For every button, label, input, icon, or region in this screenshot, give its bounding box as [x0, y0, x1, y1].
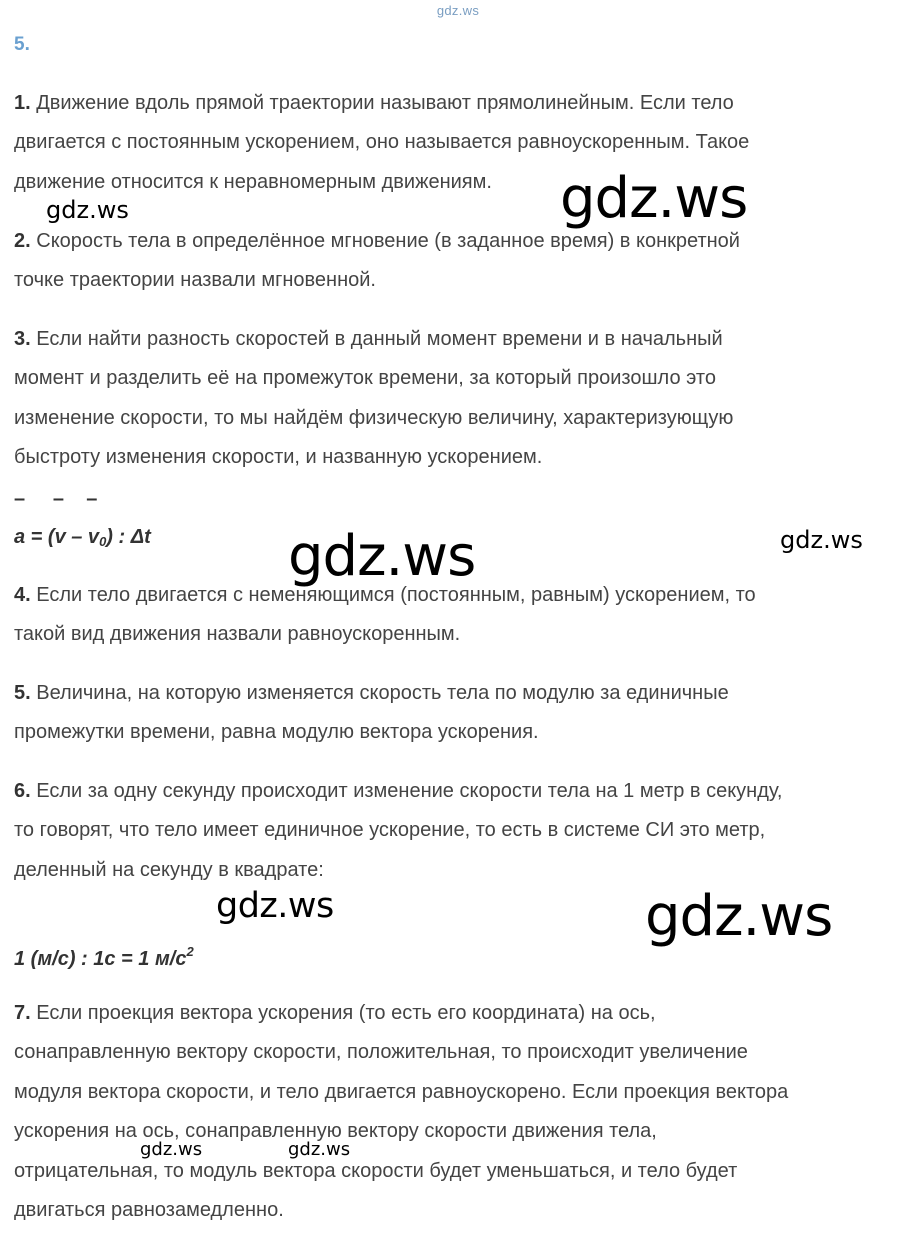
answer-item-6: [14, 772, 906, 890]
item-text: промежутки времени, равна модулю вектора ускорения.: [14, 721, 539, 744]
item-text: момент и разделить её на промежуток времени, за который произошло это: [14, 367, 716, 390]
item-text: движение относится к неравномерным движениям.: [14, 170, 492, 193]
item-text: Если тело двигается с неменяющимся (постоянным, равным) ускорением, то: [30, 584, 756, 606]
item-text: двигаться равнозамедленно.: [14, 1199, 284, 1222]
item-text: деленный на секунду в квадрате:: [14, 858, 324, 881]
top-watermark: gdz.ws: [436, 3, 480, 18]
item-number: 1.: [14, 92, 31, 114]
item-text: Если проекция вектора ускорения (то есть его координата) на ось,: [30, 1002, 656, 1024]
item-text: Если найти разность скоростей в данный момент времени и в начальный: [30, 328, 723, 350]
answer-item-7: [14, 994, 906, 1230]
item-number: 3.: [14, 328, 31, 350]
formula-part: ) : Δt: [106, 526, 151, 548]
item-number: 6.: [14, 780, 31, 802]
answer-item-3: [14, 320, 906, 478]
answer-item-5: [14, 674, 906, 753]
task-number: 5.: [14, 34, 30, 55]
formula-subscript: 0: [99, 534, 107, 549]
vector-bars: – – –: [14, 488, 98, 510]
formula-superscript: 2: [186, 944, 194, 959]
watermark: gdz.ws: [780, 526, 863, 554]
answer-item-1: [14, 84, 906, 202]
item-text: отрицательная, то модуль вектора скорости будет уменьшаться, и тело будет: [14, 1159, 738, 1182]
item-text: Скорость тела в определённое мгновение (в заданное время) в конкретной: [30, 230, 740, 252]
acceleration-formula: [14, 526, 151, 549]
watermark: gdz.ws: [140, 1139, 203, 1160]
answer-item-2: [14, 222, 906, 301]
watermark: gdz.ws: [46, 196, 129, 224]
item-text: сонаправленную вектору скорости, положительная, то происходит увеличение: [14, 1041, 748, 1064]
item-text: Величина, на которую изменяется скорость тела по модулю за единичные: [30, 682, 729, 704]
watermark: gdz.ws: [288, 524, 476, 589]
item-number: 7.: [14, 1002, 31, 1024]
item-text: Движение вдоль прямой траектории называют прямолинейным. Если тело: [30, 92, 734, 114]
unit-formula: [14, 944, 194, 971]
item-number: 4.: [14, 584, 31, 606]
item-number: 5.: [14, 682, 31, 704]
item-text: Если за одну секунду происходит изменение скорости тела на 1 метр в секунду,: [30, 780, 783, 802]
item-text: такой вид движения назвали равноускоренным.: [14, 623, 461, 646]
watermark: gdz.ws: [288, 1139, 351, 1160]
watermark: gdz.ws: [645, 884, 833, 949]
formula-part: 1 (м/с) : 1с = 1 м/с: [14, 948, 187, 970]
item-text: модуля вектора скорости, и тело двигается равноускорено. Если проекция вектора: [14, 1080, 789, 1103]
formula-part: a = (v – v: [14, 526, 100, 548]
watermark: gdz.ws: [560, 166, 748, 231]
item-text: двигается с постоянным ускорением, оно называется равноускоренным. Такое: [14, 131, 750, 154]
item-text: ускорения на ось, сонаправленную вектору скорости движения тела,: [14, 1120, 657, 1143]
item-text: то говорят, что тело имеет единичное ускорение, то есть в системе СИ это метр,: [14, 819, 766, 842]
item-text: точке траектории назвали мгновенной.: [14, 269, 376, 292]
item-number: 2.: [14, 230, 31, 252]
item-text: быстроту изменения скорости, и названную ускорением.: [14, 446, 543, 469]
item-text: изменение скорости, то мы найдём физическую величину, характеризующую: [14, 406, 734, 429]
watermark: gdz.ws: [216, 886, 334, 926]
